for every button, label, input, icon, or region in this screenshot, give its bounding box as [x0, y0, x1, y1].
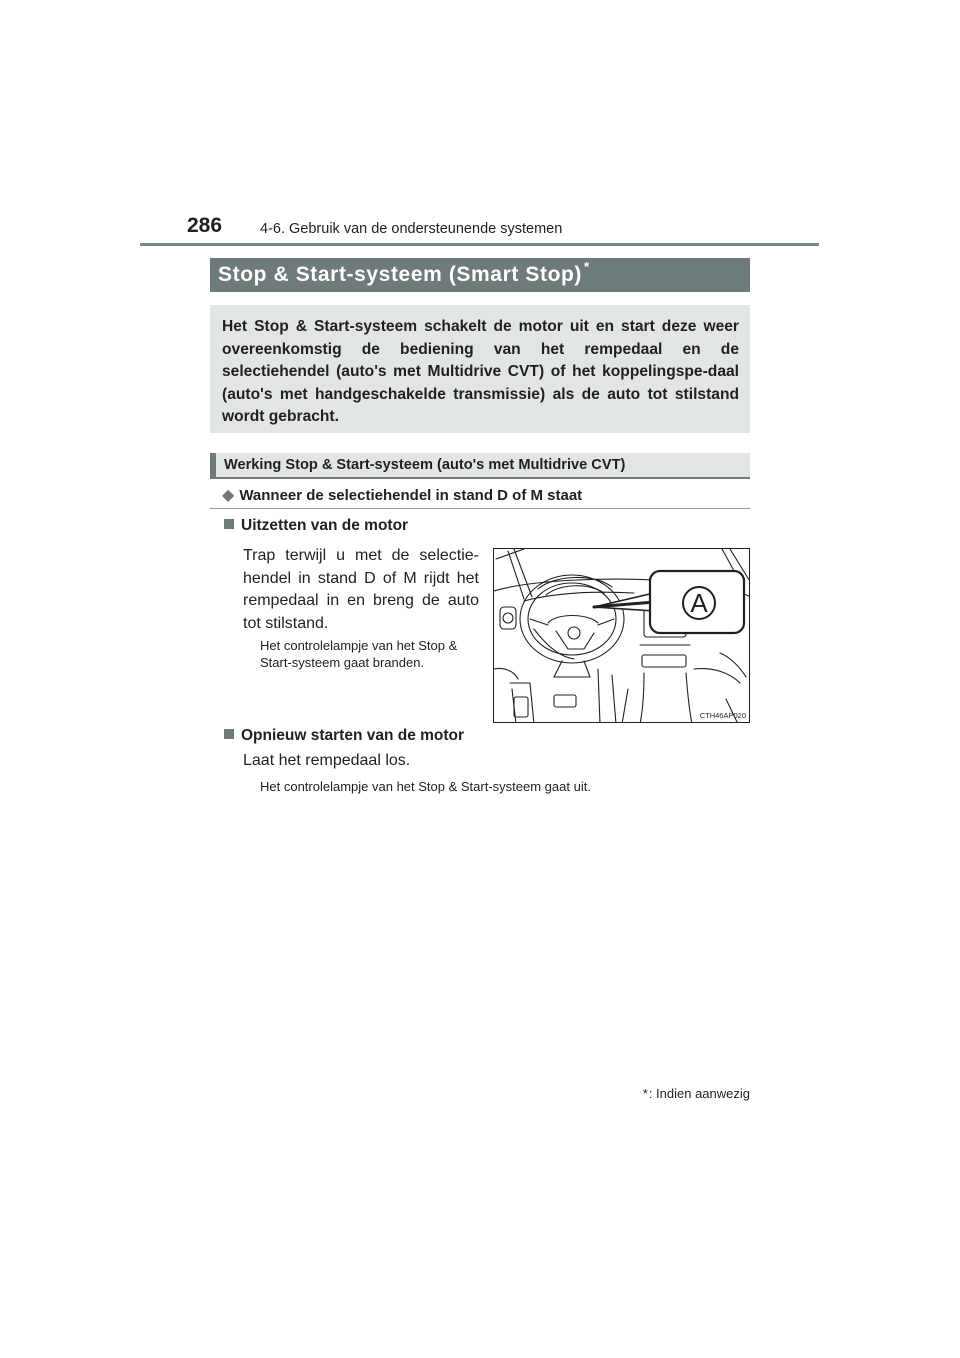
page-title: Stop & Start-systeem (Smart Stop) [218, 263, 583, 286]
footnote-text: : Indien aanwezig [648, 1086, 750, 1101]
figure-code: CTH46AP020 [699, 711, 746, 720]
step-text-restart: Laat het rempedaal los. [243, 752, 411, 769]
diamond-icon: ◆ [222, 487, 235, 504]
footnote-asterisk: * [642, 1086, 648, 1101]
step-heading-restart-text: Opnieuw starten van de motor [241, 727, 465, 744]
condition-divider [210, 508, 750, 509]
title-asterisk: * [584, 259, 590, 274]
page-number: 286 [187, 214, 223, 237]
square-bullet-icon [224, 519, 234, 529]
subsection-heading: Werking Stop & Start-systeem (auto's met Multidrive CVT) [210, 453, 750, 479]
dashboard-drawing [494, 549, 750, 723]
step-text-stop: Trap terwijl u met de selectie-hendel in stand D of M rijdt het rempedaal in en breng de auto tot stilstand. [243, 547, 479, 632]
callout-label: A [690, 588, 708, 618]
condition-text: Wanneer de selectiehendel in stand D of M staat [239, 487, 583, 504]
step-note-stop: Het controlelampje van het Stop & Start-systeem gaat branden. [260, 638, 458, 670]
step-heading-restart [224, 727, 464, 745]
square-bullet-icon [224, 729, 234, 739]
step-note-restart: Het controlelampje van het Stop & Start-systeem gaat uit. [260, 779, 591, 794]
intro-box: Het Stop & Start-systeem schakelt de motor uit en start deze weer overeenkomstig de bediening van het rempedaal en de selectiehendel (auto's met Multidrive CVT) of het koppelingspe-daal (auto's met handgeschakelde transmissie) als de auto tot stilstand wordt gebracht. [210, 305, 750, 433]
section-header: 4-6. Gebruik van de ondersteunende systemen [260, 221, 563, 237]
footnote [643, 1086, 750, 1101]
condition-heading [222, 485, 582, 505]
header-divider [140, 243, 819, 246]
step-heading-stop-text: Uitzetten van de motor [241, 517, 409, 534]
dashboard-illustration [493, 548, 750, 723]
step-heading-stop [224, 517, 408, 535]
page-title-bar [210, 258, 750, 292]
